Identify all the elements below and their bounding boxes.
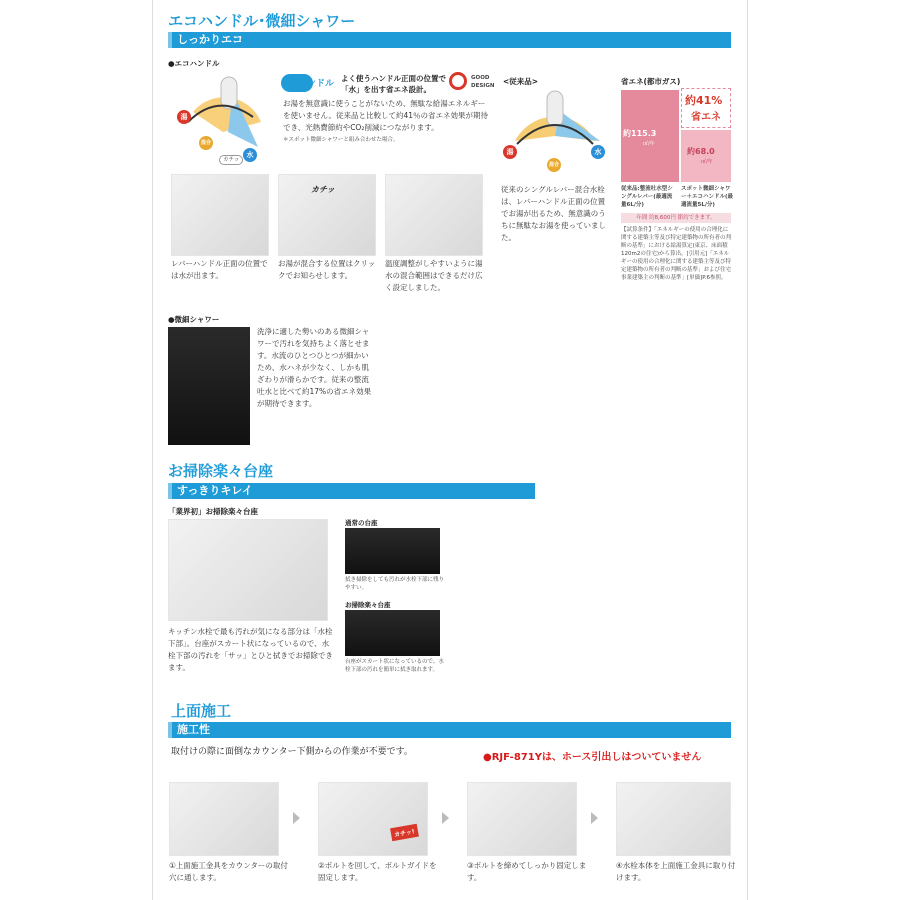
step1-caption: ①上面施工金具をカウンターの取付穴に通します。 — [169, 861, 288, 882]
page-frame — [152, 0, 748, 900]
install-lead: 取付けの際に面倒なカウンター下側からの作業が不要です。 — [171, 747, 413, 757]
normal-base-photo — [345, 528, 440, 574]
eco-handle-body: お湯を無意識に使うことがないため、無駄な給湯エネルギーを使いません。従来品と比較して約41％の省エネ効果が期待でき、光熱費節約やCO₂削減につながります。 — [283, 99, 488, 132]
mix-label: 混合 — [199, 136, 213, 150]
eco-bar2-unit: ㎥/年 — [701, 159, 713, 165]
step4-photo — [616, 782, 731, 856]
shower-body: 洗浄に適した勢いのある微細シャワーで汚れを気持ちよく落とせます。水流のひとつひとつが細かいため、水ハネが少なく、しかも肌ざわりが滑らかです。従来の整流吐水と比べて約17%の省エネ効果が期待できます。 — [257, 327, 372, 408]
section-bar-cleaning: すっきりキレイ — [168, 483, 535, 499]
eco-conditions: 【試算条件】「エネルギーの使用の合理化に関する建築主等及び特定建築物の所有者の判断の基準」における給湯算定(東京、床面積120m2の住宅)から算出。[引用元]「エネルギーの使用の合理化に関する建築主等及び特定建築物の所有者の判断の基準」および住宅事業建築主の判断の基準」[単価]P.6参照。 — [621, 227, 732, 281]
photo3-caption: 温度調整がしやすいように湯水の混合範囲はできるだけ広く設定しました。 — [385, 259, 483, 292]
step2-photo — [318, 782, 428, 856]
step-arrow-1-icon — [293, 812, 300, 824]
good-design-text: GOOD DESIGN — [471, 75, 495, 89]
conventional-diagram — [505, 86, 605, 166]
easy-base-heading: お掃除楽々台座 — [345, 601, 391, 609]
cleaning-photo — [168, 519, 328, 621]
step4-caption: ④水栓本体を上面施工金具に取り付けます。 — [616, 861, 736, 882]
section-title-eco: エコハンドル･微細シャワー — [168, 12, 356, 30]
conventional-body: 従来のシングルレバー混合水栓は、レバーハンドル正面の位置でお湯が出るため、無意識のうちに無駄なお湯を使っていました。 — [501, 185, 606, 242]
shower-heading: ●微細シャワー — [168, 315, 220, 324]
good-design-icon — [449, 72, 467, 90]
step-arrow-3-icon — [591, 812, 598, 824]
cold-label: 水 — [243, 148, 257, 162]
normal-base-caption: 拭き掃除をしても汚れが水栓下部に残りやすい。 — [345, 577, 445, 591]
easy-base-photo — [345, 610, 440, 656]
install-warning: ●RJF-871Yは、ホース引出しはついていません — [483, 752, 702, 763]
section-title-cleaning: お掃除楽々台座 — [168, 462, 274, 480]
step3-photo — [467, 782, 577, 856]
photo-click-tag: カチッ — [311, 185, 335, 194]
eco-handle-heading: ●エコハンドル — [168, 59, 220, 68]
shower-photo — [168, 327, 250, 445]
eco-handle-lead: よく使うハンドル正面の位置で「水」を出す省エネ設計。 — [341, 74, 446, 94]
step1-photo — [169, 782, 279, 856]
step3-caption: ③ボルトを締めてしっかり固定します。 — [467, 861, 587, 882]
conv-hot-label: 湯 — [503, 145, 517, 159]
eco-label2: スポット微細シャワー＋エコハンドル(最適流量5L/分) — [681, 186, 734, 208]
photo1-caption: レバーハンドル正面の位置では水が出ます。 — [171, 259, 268, 280]
eco-bar1-value: 約115.3 — [623, 129, 657, 138]
eco-chart-heading: 省エネ(都市ガス) — [621, 77, 681, 86]
photo-front-position — [171, 174, 269, 256]
conv-cold-label: 水 — [591, 145, 605, 159]
conventional-heading: <従来品> — [503, 77, 539, 86]
eco-handle-note: ＊スポット微細シャワーと組み合わせた場合。 — [283, 137, 399, 143]
section-title-install: 上面施工 — [171, 702, 232, 720]
step2-caption: ②ボルトを回して、ボルトガイドを固定します。 — [318, 861, 437, 882]
section-bar-install: 施工性 — [168, 722, 731, 738]
cleaning-body: キッチン水栓で最も汚れが気になる部分は「水栓下部」。台座がスカート状になっているので、水栓下部の汚れを「サッ」とひと拭きでお掃除できます。 — [168, 627, 333, 672]
eco-saving: 年間 約8,600円 節約できます。 — [621, 213, 731, 223]
cleaning-heading: 「業界初」お掃除楽々台座 — [168, 507, 258, 516]
eco-bar1-unit: ㎥/年 — [643, 141, 655, 147]
step2-tag: カチッ! — [390, 824, 418, 841]
photo-temp-range — [385, 174, 483, 256]
easy-base-caption: 台座がスカート状になっているので、水栓下部の汚れを簡単に拭き取れます。 — [345, 659, 444, 673]
section-bar-eco: しっかりエコ — [168, 32, 731, 48]
photo2-caption: お湯が混合する位置はクリックでお知らせします。 — [278, 259, 376, 280]
normal-base-heading: 通常の台座 — [345, 519, 378, 527]
eco-badge-pct: 約41% — [685, 94, 723, 107]
eco-label1: 従来品:整流吐水型シングルレバー(最適流量6L/分) — [621, 186, 673, 208]
eco-handle-logo-text: ハンドル — [298, 79, 335, 89]
click-label: カチッ — [219, 155, 243, 165]
eco-badge-text: 省エネ — [691, 112, 721, 123]
step-arrow-2-icon — [442, 812, 449, 824]
eco-bar2-value: 約68.0 — [687, 147, 715, 156]
hot-label: 湯 — [177, 110, 191, 124]
conv-mix-label: 混合 — [547, 158, 561, 172]
